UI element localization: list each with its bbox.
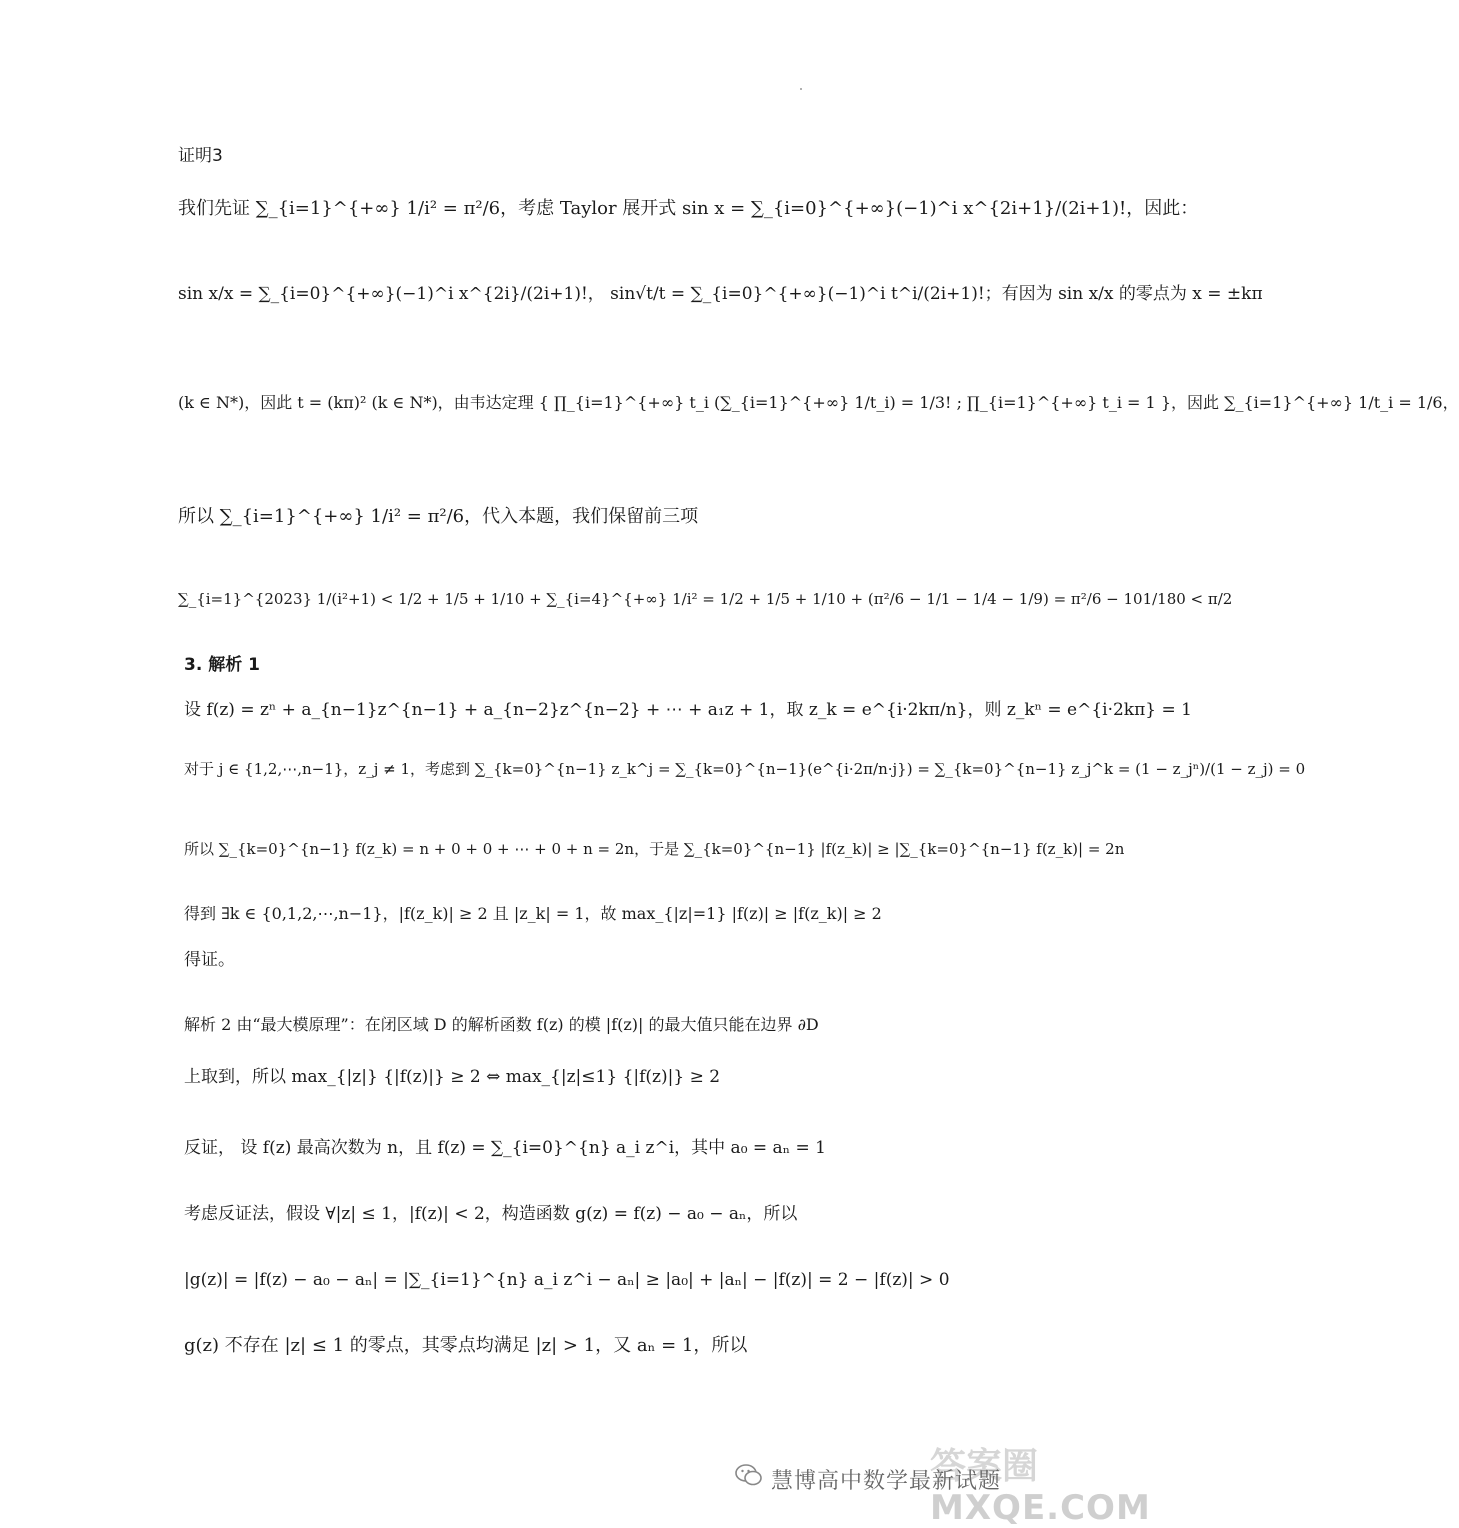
analysis2-paragraph-1: 解析 2 由“最大模原理”：在闭区域 D 的解析函数 f(z) 的模 |f(z)| 的最大值只能在边界 ∂D bbox=[184, 1015, 819, 1034]
proof3-paragraph-1: 我们先证 ∑_{i=1}^{+∞} 1/i² = π²/6，考虑 Taylor 展开式 sin x = ∑_{i=0}^{+∞}(−1)^i x^{2i+1}/(2i+1)!，因此： bbox=[178, 198, 1199, 219]
wechat-icon bbox=[735, 1464, 763, 1486]
proof3-paragraph-2: sin x/x = ∑_{i=0}^{+∞}(−1)^i x^{2i}/(2i+1)!， sin√t/t = ∑_{i=0}^{+∞}(−1)^i t^i/(2i+1)!；有因为 sin x/x 的零点为 x = ±kπ bbox=[178, 284, 1263, 304]
analysis1-paragraph-5: 得证。 bbox=[184, 950, 235, 970]
analysis2-paragraph-3: 反证， 设 f(z) 最高次数为 n，且 f(z) = ∑_{i=0}^{n} a_i z^i，其中 a₀ = aₙ = 1 bbox=[184, 1138, 826, 1158]
watermark-logo: 答案圈 bbox=[930, 1446, 1039, 1487]
analysis1-paragraph-2: 对于 j ∈ {1,2,⋯,n−1}，z_j ≠ 1，考虑到 ∑_{k=0}^{n−1} z_k^j = ∑_{k=0}^{n−1}(e^{i·2π/n·j}) = ∑_{k=0}^{n−1} z_j^k = (1 − z_jⁿ)/(1 − z_j) = 0 bbox=[184, 760, 1306, 778]
watermark-site: MXQE.COM bbox=[930, 1488, 1151, 1528]
proof3-heading: 证明3 bbox=[178, 146, 223, 166]
watermark bbox=[735, 1446, 1151, 1528]
analysis2-paragraph-2: 上取到，所以 max_{|z|} {|f(z)|} ≥ 2 ⇔ max_{|z|≤1} {|f(z)|} ≥ 2 bbox=[184, 1067, 721, 1087]
proof3-paragraph-3: (k ∈ N*)，因此 t = (kπ)² (k ∈ N*)，由韦达定理 { ∏_{i=1}^{+∞} t_i (∑_{i=1}^{+∞} 1/t_i) = 1/3! ; ∏_{i=1}^{+∞} t_i = 1 }，因此 ∑_{i=1}^{+∞} 1/t_i = 1/6， bbox=[178, 393, 1459, 412]
analysis1-paragraph-3: 所以 ∑_{k=0}^{n−1} f(z_k) = n + 0 + 0 + ⋯ + 0 + n = 2n，于是 ∑_{k=0}^{n−1} |f(z_k)| ≥ |∑_{k=0}^{n−1} f(z_k)| = 2n bbox=[184, 840, 1125, 858]
analysis1-heading: 3. 解析 1 bbox=[184, 655, 260, 675]
analysis2-paragraph-6: g(z) 不存在 |z| ≤ 1 的零点，其零点均满足 |z| > 1，又 aₙ = 1，所以 bbox=[184, 1335, 748, 1356]
proof3-inequality: ∑_{i=1}^{2023} 1/(i²+1) < 1/2 + 1/5 + 1/10 + ∑_{i=4}^{+∞} 1/i² = 1/2 + 1/5 + 1/10 + (π²/6 − 1/1 − 1/4 − 1/9) = π²/6 − 101/180 < π/2 bbox=[178, 590, 1233, 608]
watermark-account: 慧博高中数学最新试题 bbox=[771, 1469, 1002, 1494]
analysis2-paragraph-5: |g(z)| = |f(z) − a₀ − aₙ| = |∑_{i=1}^{n} a_i z^i − aₙ| ≥ |a₀| + |aₙ| − |f(z)| = 2 − |f(z)| > 0 bbox=[184, 1270, 950, 1290]
analysis1-paragraph-1: 设 f(z) = zⁿ + a_{n−1}z^{n−1} + a_{n−2}z^{n−2} + ⋯ + a₁z + 1，取 z_k = e^{i·2kπ/n}，则 z_kⁿ = e^{i·2kπ} = 1 bbox=[184, 700, 1192, 720]
proof3-paragraph-4: 所以 ∑_{i=1}^{+∞} 1/i² = π²/6，代入本题，我们保留前三项 bbox=[178, 506, 699, 527]
analysis1-paragraph-4: 得到 ∃k ∈ {0,1,2,⋯,n−1}，|f(z_k)| ≥ 2 且 |z_k| = 1，故 max_{|z|=1} |f(z)| ≥ |f(z_k)| ≥ 2 bbox=[184, 904, 882, 923]
speck bbox=[800, 88, 802, 90]
analysis2-paragraph-4: 考虑反证法，假设 ∀|z| ≤ 1，|f(z)| < 2，构造函数 g(z) = f(z) − a₀ − aₙ，所以 bbox=[184, 1204, 798, 1224]
